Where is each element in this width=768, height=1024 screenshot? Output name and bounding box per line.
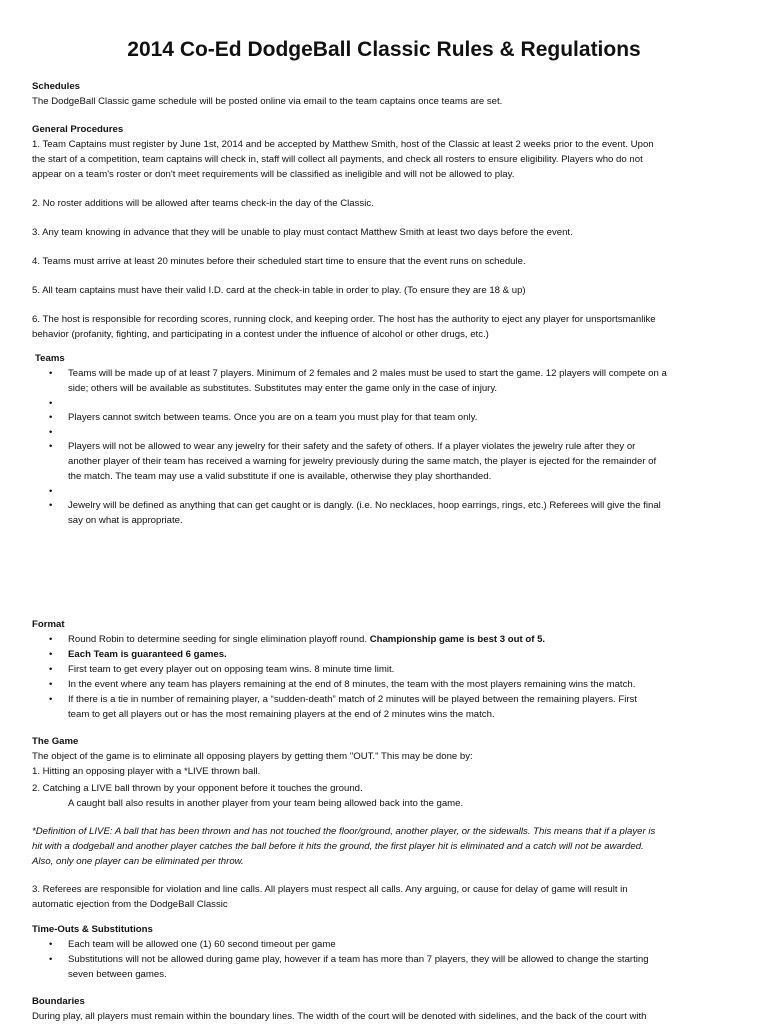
general-item (32, 137, 732, 182)
list-item (32, 632, 732, 647)
format-list (32, 632, 732, 722)
list-item-line: side; others will be available as substitutes. Substitutes may enter the game only in the case of injury. (68, 383, 498, 394)
live-definition-line: Also, only one player can be eliminated per throw. (32, 856, 244, 867)
live-definition-line: hit with a dodgeball and another player catches the ball before it hits the ground, the first player hit is eliminated and a catch will not be awarded. (32, 841, 644, 852)
general-item-line: 1. Team Captains must register by June 1st, 2014 and be accepted by Matthew Smith, host of the Classic at least 2 weeks prior to the event. Upon (32, 139, 654, 150)
list-item-text: In the event where any team has players remaining at the end of 8 minutes, the team with the most players remaining wins the match. (68, 679, 636, 690)
list-item-line: another player of their team has received a warning for jewelry previously during the same match, the player is ejected for the remainder of (68, 456, 657, 467)
timeouts-heading: Time-Outs & Substitutions (32, 924, 153, 935)
teams-heading: Teams (35, 353, 65, 364)
the-game-section (32, 734, 732, 912)
schedules-text: The DodgeBall Classic game schedule will be posted online via email to the team captains once teams are set. (32, 96, 503, 107)
general-item-line: the start of a competition, team captains will check in, staff will collect all payments, and check all rosters to ensure eligibility. Players who do not (32, 154, 643, 165)
general-item (32, 254, 732, 269)
general-item-line: 5. All team captains must have their valid I.D. card at the check-in table in order to play. (To ensure they are 18 & up) (32, 285, 526, 296)
general-item-line: 2. No roster additions will be allowed after teams check-in the day of the Classic. (32, 198, 374, 209)
list-item (32, 937, 732, 952)
list-item-line: say on what is appropriate. (68, 515, 183, 526)
list-item (32, 498, 732, 528)
list-item-bold-text: Each Team is guaranteed 6 games. (68, 649, 227, 660)
general-item-line: 3. Any team knowing in advance that they will be unable to play must contact Matthew Smith at least two days before the event. (32, 227, 573, 238)
list-item (32, 952, 732, 982)
list-item-line: • Players will not be allowed to wear any jewelry for their safety and the safety of others. If a player violates the jewelry rule after they or (68, 441, 636, 452)
general-item-line: 6. The host is responsible for recording scores, running clock, and keeping order. The host has the authority to eject any player for unsportsmanlike (32, 314, 656, 325)
list-item (32, 692, 732, 722)
general-item-line: behavior (profanity, fighting, and participating in a contest under the influence of alcohol or other drugs, etc.) (32, 329, 489, 340)
boundaries-text: During play, all players must remain within the boundary lines. The width of the court will be denoted with sidelines, and the back of the court with (32, 1011, 647, 1022)
list-item (32, 677, 732, 692)
general-item (32, 225, 732, 240)
general-procedures-section (32, 122, 732, 342)
general-item (32, 283, 732, 298)
list-item-text: First team to get every player out on opposing team wins. 8 minute time limit. (68, 664, 395, 675)
referees-rule-line: 3. Referees are responsible for violation and line calls. All players must respect all calls. Any arguing, or cause for delay of game will result in (32, 884, 628, 895)
list-item-text: Each team will be allowed one (1) 60 second timeout per game (68, 939, 336, 950)
general-procedures-heading: General Procedures (32, 124, 124, 135)
general-item (32, 312, 732, 342)
list-item-line: team to get all players out or has the most remaining players at the end of 2 minutes wins the match. (68, 709, 495, 720)
list-item (32, 366, 732, 396)
schedules-section (32, 79, 732, 109)
list-item (32, 647, 732, 662)
timeouts-list (32, 937, 732, 982)
the-game-subitem: A caught ball also results in another player from your team being allowed back into the game. (68, 798, 464, 809)
list-item-line: the match. The team may use a valid substitute if one is available, otherwise they play shorthanded. (68, 471, 492, 482)
live-definition-line: *Definition of LIVE: A ball that has been thrown and has not touched the floor/ground, another player, or the sidewalls. This means that if a player is (32, 826, 656, 837)
list-item-line: • Substitutions will not be allowed during game play, however if a team has more than 7 players, they will be allowed to change the starting (68, 954, 649, 965)
list-item-text: Round Robin to determine seeding for single elimination playoff round. (68, 634, 370, 645)
the-game-item: 1. Hitting an opposing player with a *LIVE thrown ball. (32, 766, 261, 777)
boundaries-section (32, 994, 768, 1024)
teams-list (32, 366, 732, 528)
general-item-line: appear on a team's roster or don't meet requirements will be classified as ineligible and will not be allowed to play. (32, 169, 515, 180)
list-item (32, 439, 732, 484)
document-title: 2014 Co-Ed DodgeBall Classic Rules & Regulations (127, 38, 641, 61)
list-item-line: • Jewelry will be defined as anything that can get caught or is dangly. (i.e. No necklaces, hoop earrings, rings, etc.) Referees will give the final (68, 500, 661, 511)
list-item-line: • Players cannot switch between teams. Once you are on a team you must play for that team only. (68, 412, 478, 423)
the-game-intro: The object of the game is to eliminate all opposing players by getting them "OUT." This may be done by: (32, 751, 473, 762)
the-game-item: 2. Catching a LIVE ball thrown by your opponent before it touches the ground. (32, 783, 363, 794)
general-item-line: 4. Teams must arrive at least 20 minutes before their scheduled start time to ensure that the event runs on schedule. (32, 256, 526, 267)
list-item-bold-text: Championship game is best 3 out of 5. (369, 634, 546, 645)
list-item (32, 662, 732, 677)
boundaries-heading: Boundaries (32, 996, 85, 1007)
schedules-heading: Schedules (32, 81, 80, 92)
list-item (32, 410, 732, 425)
general-item (32, 196, 732, 211)
the-game-heading: The Game (32, 736, 79, 747)
format-heading: Format (32, 619, 65, 630)
list-item-line: seven between games. (68, 969, 167, 980)
referees-rule-line: automatic ejection from the DodgeBall Classic (32, 899, 228, 910)
list-item-line: • Teams will be made up of at least 7 players. Minimum of 2 females and 2 males must be used to start the game. 12 players will compete on a (68, 368, 667, 379)
list-item-line: • If there is a tie in number of remaining player, a “sudden-death” match of 2 minutes will be played between the remaining players. First (68, 694, 637, 705)
